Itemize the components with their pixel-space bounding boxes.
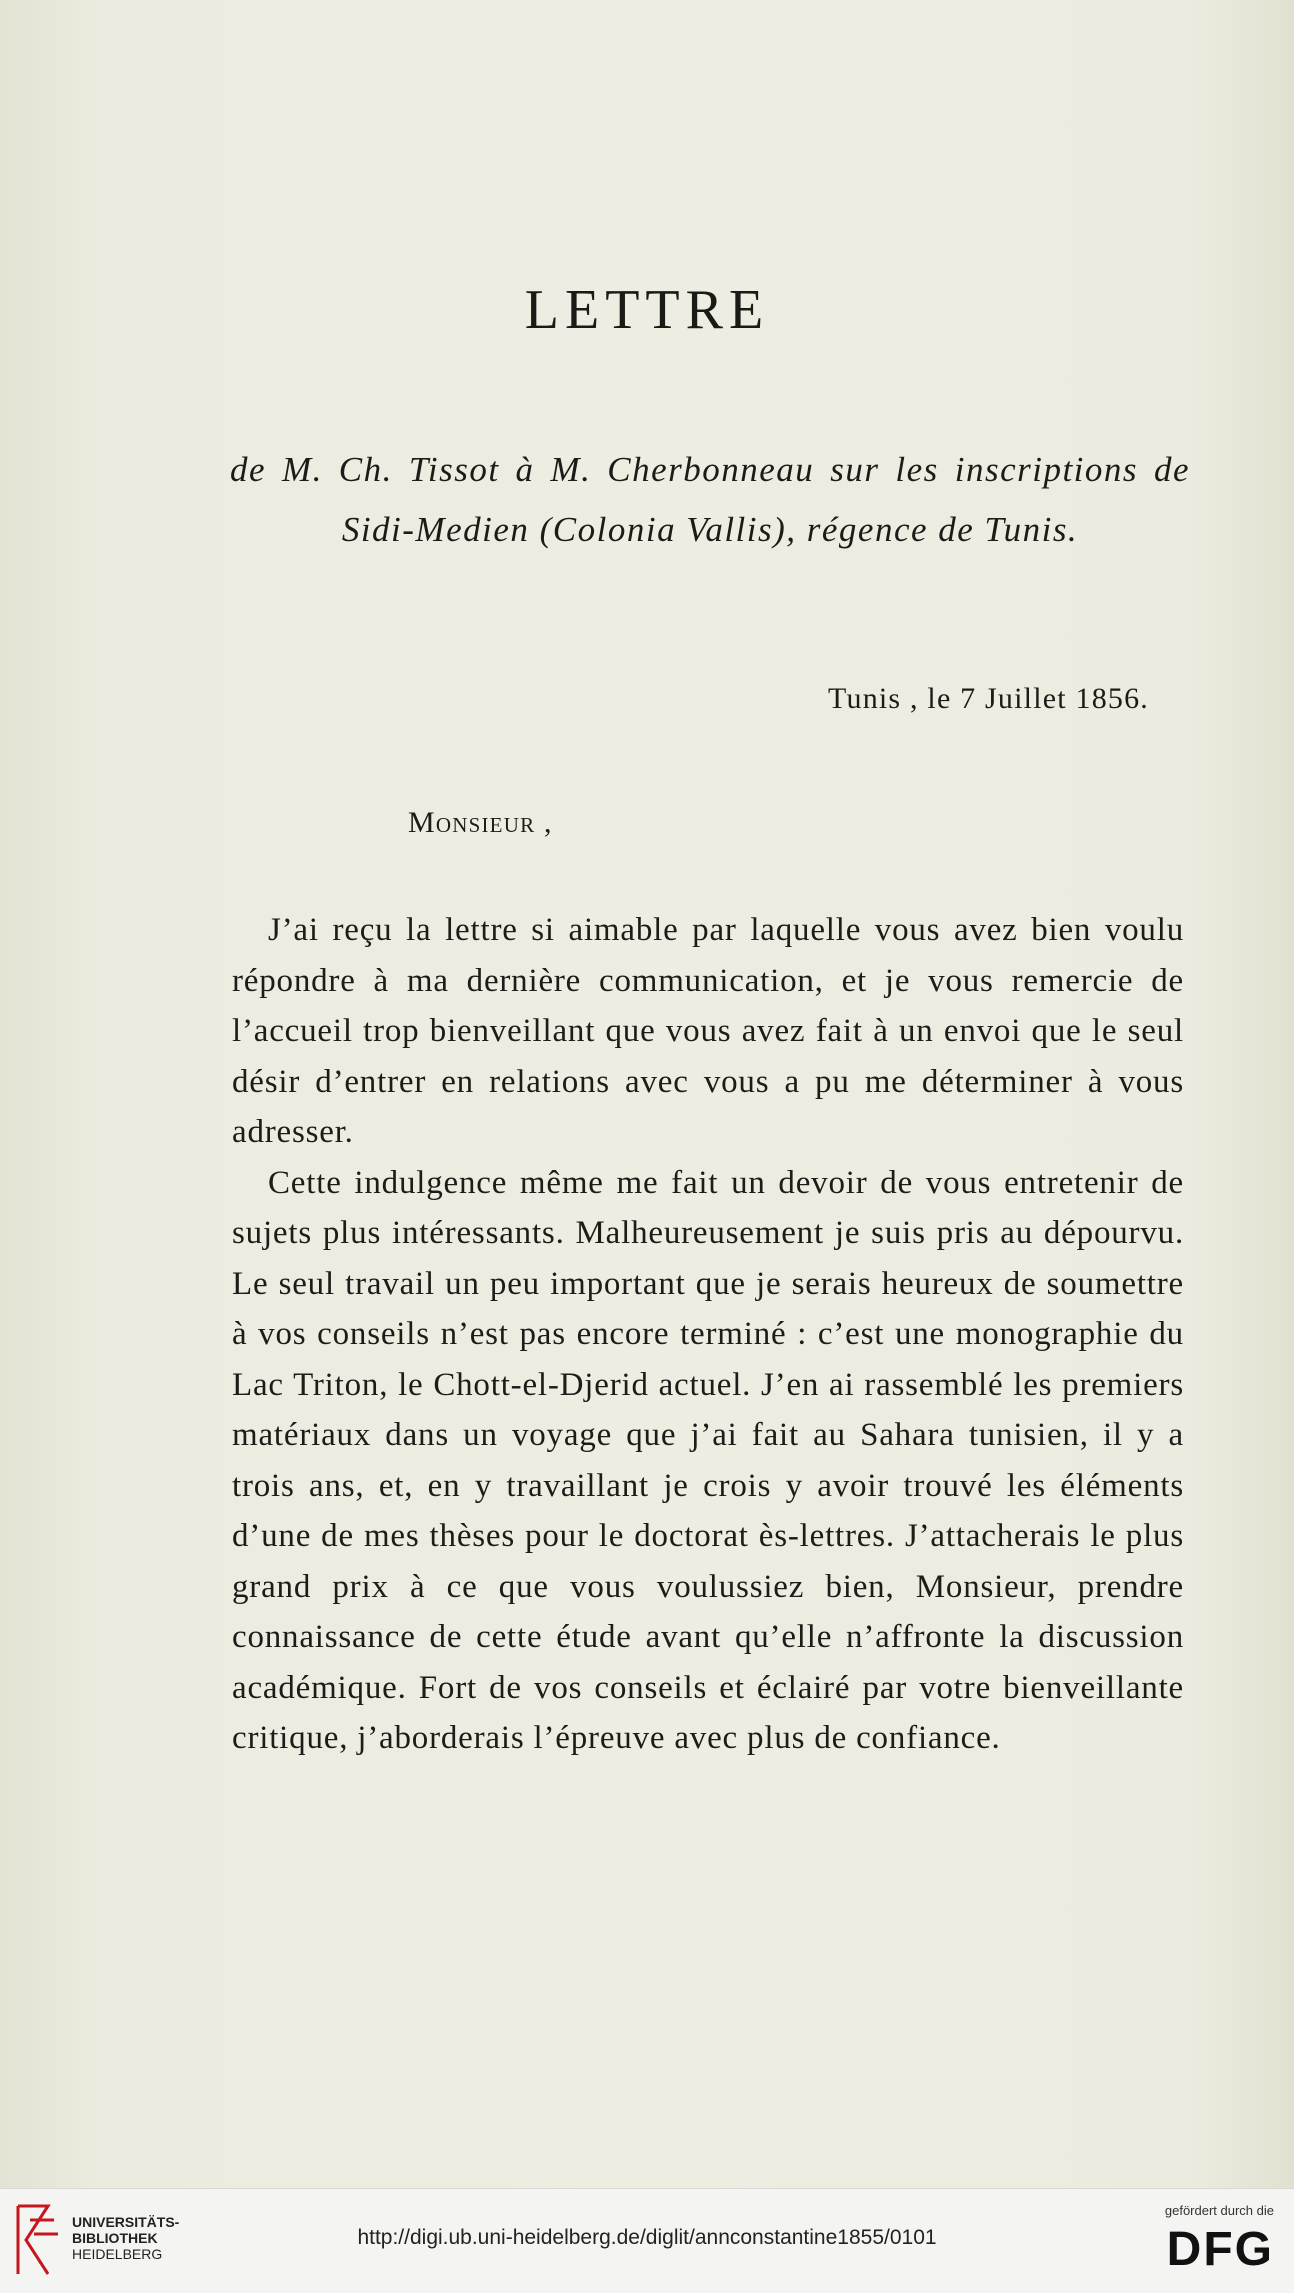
subtitle-line-2: Sidi-Medien (Colonia Vallis), régence de Tunis. <box>341 510 1079 549</box>
paragraph: Cette indulgence même me fait un devoir de vous entretenir de sujets plus intéressants. Malheureusement je suis pris au dépourvu. Le seul travail un peu important que je serais heureux de soumettre à vos conseils n’est pas encore terminé : c’est une monographie du Lac Triton, le Chott-el-Djerid actuel. J’en ai rassemblé les premiers matériaux dans un voyage que j’ai fait au Sahara tunisien, il y a trois ans, et, en y travaillant je crois y avoir trouvé les éléments d’une de mes thèses pour le doctorat ès-lettres. J’attacherais le plus grand prix à ce que vous voulussiez bien, Monsieur, prendre connaissance de cette étude avant qu’elle n’affronte la discussion académique. Fort de vos conseils et éclairé par votre bienveillante critique, j’aborderais l’épreuve avec plus de confiance. <box>232 1164 1184 1756</box>
letter-body <box>232 905 1184 1764</box>
document-title: LETTRE <box>524 279 770 341</box>
funded-by-label: gefördert durch die <box>1164 2203 1274 2218</box>
library-line-2: BIBLIOTHEK <box>72 2230 158 2246</box>
subtitle-line-1: de M. Ch. Tissot à M. Cherbonneau sur les inscriptions de <box>230 450 1190 489</box>
library-line-3: HEIDELBERG <box>72 2246 163 2262</box>
paragraph: J’ai reçu la lettre si aimable par laquelle vous avez bien voulu répondre à ma dernière communication, et je vous remercie de l’accueil trop bienveillant que vous avez fait à un envoi que le seul désir d’entrer en relations avec vous a pu me déterminer à vous adresser. <box>232 912 1184 1150</box>
library-line-1: UNIVERSITÄTS- <box>72 2214 180 2230</box>
permalink-url[interactable]: http://digi.ub.uni-heidelberg.de/diglit/annconstantine1855/0101 <box>357 2226 937 2249</box>
dfg-logo[interactable]: DFG <box>1166 2223 1274 2276</box>
place-date: Tunis , le 7 Juillet 1856. <box>828 682 1149 715</box>
salutation: Monsieur , <box>408 806 553 839</box>
